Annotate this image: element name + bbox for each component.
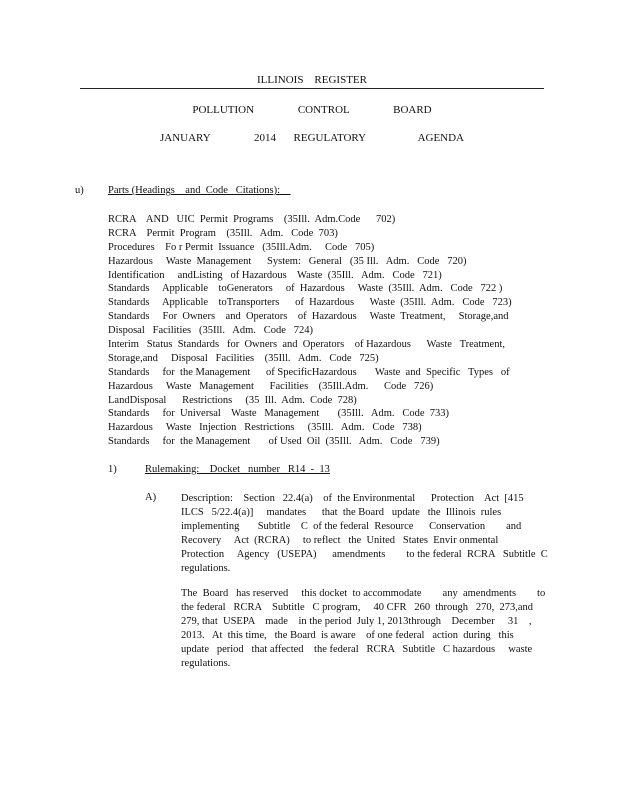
list-item: RCRA AND UIC Permit Programs (35Ill. Adm.Code 702) — [108, 214, 396, 225]
paragraph-line: Protection Agency (USEPA) amendments to the federal RCRA Subtitle C — [181, 549, 548, 560]
board-name: POLLUTION CONTROL BOARD — [192, 104, 432, 116]
list-item: Standards for the Management of Used Oil (35Ill. Adm. Code 739) — [108, 436, 440, 448]
paragraph-line: implementing Subtitle C of the federal Resource Conservation and — [181, 521, 522, 532]
parts-list — [108, 213, 512, 449]
list-item: Disposal Facilities (35Ill. Adm. Code 724) — [108, 325, 314, 337]
list-item: Standards Applicable toTransporters of Hazardous Waste (35Ill. Adm. Code 723) — [108, 297, 512, 309]
paragraph-line: Recovery Act (RCRA) to reflect the United States Envir onmental — [181, 535, 499, 546]
list-item: Identification andListing of Hazardous Waste (35Ill. Adm. Code 721) — [108, 269, 442, 281]
paragraph-line: ILCS 5/22.4(a)] mandates that the Board update the Illinois rules — [181, 507, 502, 518]
section-marker: u) — [75, 185, 84, 196]
paragraph-line: The Board has reserved this docket to accommodate any amendments to — [181, 588, 546, 599]
reserved-paragraph — [181, 587, 546, 671]
list-item: Standards for the Management of SpecificHazardous Waste and Specific Types of — [108, 366, 510, 378]
list-item: Storage,and Disposal Facilities (35Ill. Adm. Code 725) — [108, 352, 379, 364]
list-item: RCRA Permit Program (35Ill. Adm. Code 703) — [108, 227, 338, 239]
list-item: Standards for Universal Waste Management (35Ill. Adm. Code 733) — [108, 408, 450, 420]
paragraph-line: the federal RCRA Subtitle C program, 40 CFR 260 through 270, 273,and — [181, 602, 534, 613]
item-number: 1) — [108, 464, 117, 475]
list-item: Procedures Fo r Permit Issuance (35Ill.Adm. Code 705) — [108, 241, 375, 253]
list-item: LandDisposal Restrictions (35 Ill. Adm. Code 728) — [108, 394, 357, 406]
agenda-title: JANUARY 2014 REGULATORY AGENDA — [159, 132, 465, 144]
paragraph-line: update period that affected the federal RCRA Subtitle C hazardous waste — [181, 644, 533, 655]
description-paragraph — [181, 492, 548, 576]
list-item: Hazardous Waste Injection Restrictions (35Ill. Adm. Code 738) — [108, 422, 422, 434]
list-item: Standards Applicable toGenerators of Hazardous Waste (35Ill. Adm. Code 722 ) — [108, 283, 503, 295]
header-rule — [80, 88, 544, 89]
list-item: Hazardous Waste Management Facilities (35Ill.Adm. Code 726) — [108, 380, 434, 392]
list-item: Standards For Owners and Operators of Hazardous Waste Treatment, Storage,and — [108, 311, 509, 323]
list-item: Hazardous Waste Management System: General (35 Ill. Adm. Code 720) — [108, 255, 467, 267]
paragraph-line: 279, that USEPA made in the period July 1, 2013through December 31 , — [181, 616, 532, 627]
register-title: ILLINOIS REGISTER — [257, 74, 367, 86]
list-item: Interim Status Standards for Owners and Operators of Hazardous Waste Treatment, — [108, 339, 506, 351]
section-title: Parts (Headings and Code Citations): — [108, 185, 291, 196]
paragraph-line: regulations. — [181, 563, 231, 574]
paragraph-line: 2013. At this time, the Board is aware of one federal action during this — [181, 630, 514, 641]
item-title: Rulemaking: Docket number R14 - 13 — [145, 464, 330, 475]
paragraph-line: regulations. — [181, 658, 231, 669]
paragraph-line: Description: Section 22.4(a) of the Environmental Protection Act [415 — [181, 493, 524, 504]
subitem-marker: A) — [145, 492, 157, 503]
